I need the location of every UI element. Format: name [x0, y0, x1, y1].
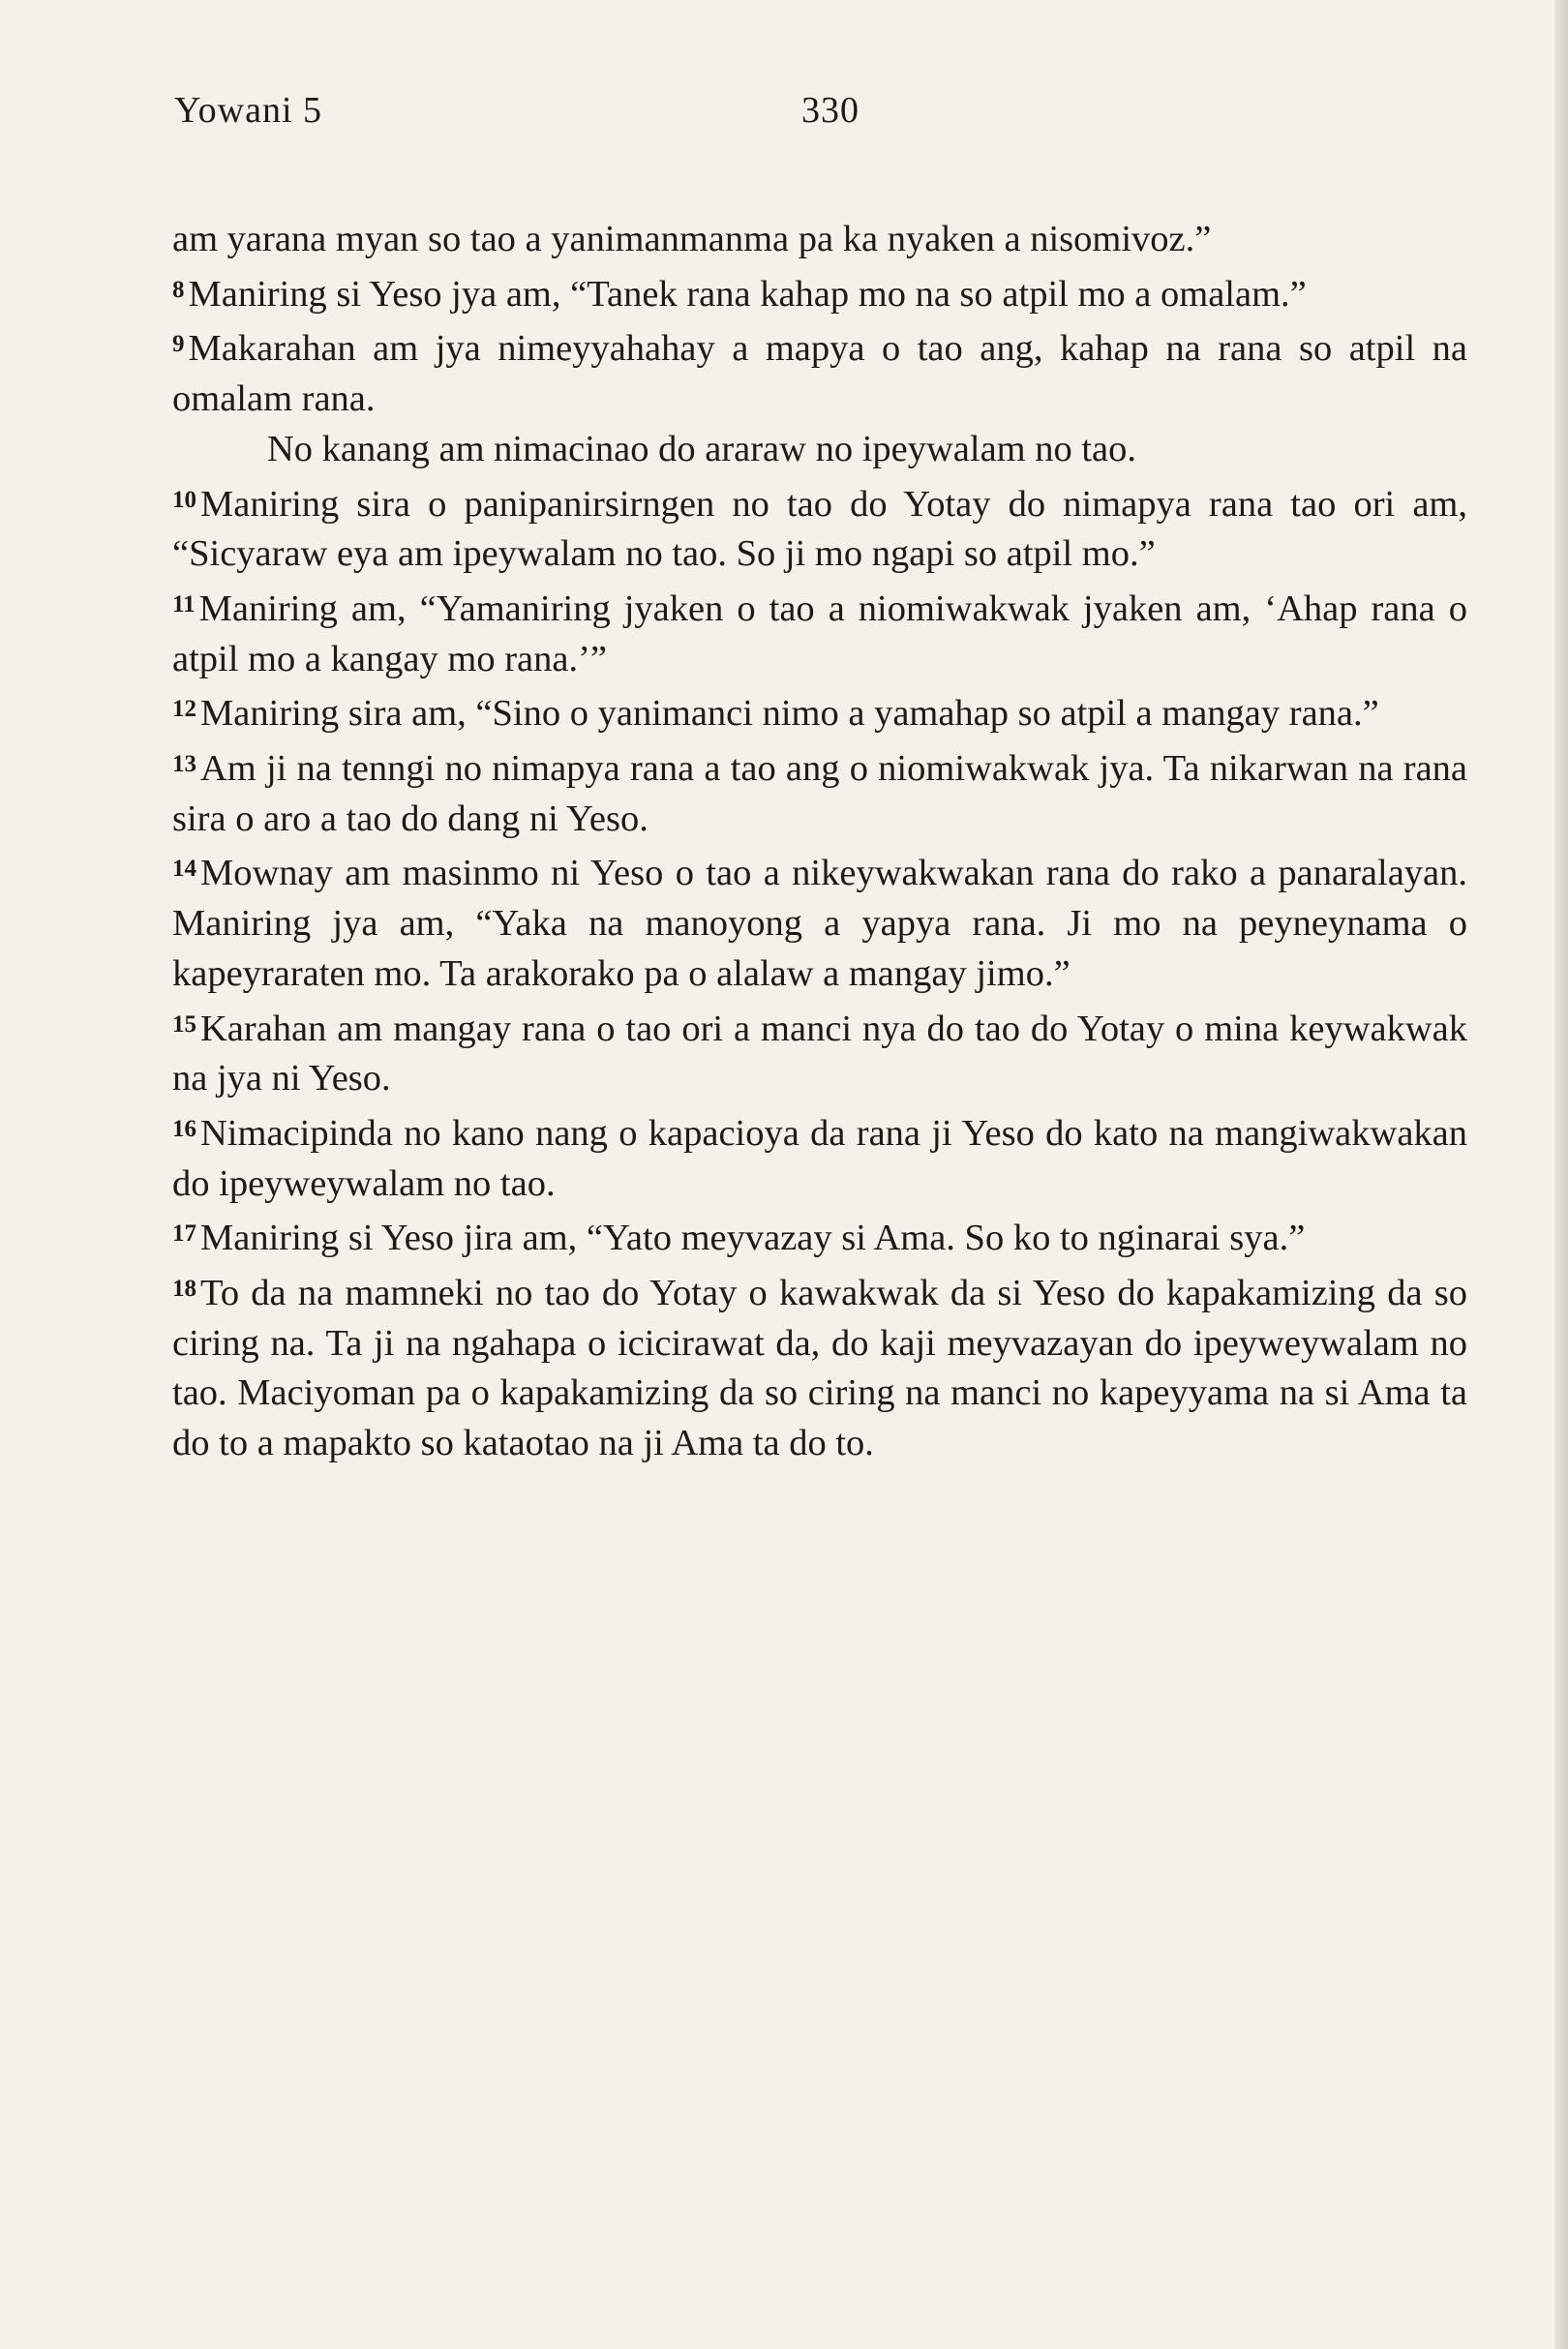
verse-text: Maniring si Yeso jira am, “Yato meyvazay si Ama. So ko to nginarai sya.” — [200, 1218, 1306, 1259]
verse-text: Maniring sira o panipanirsirngen no tao do Yotay do nimapya rana tao ori am, “Sicyaraw eya am ipeywalam no tao. So ji mo ngapi so atpil mo.” — [172, 483, 1467, 575]
verse-paragraph — [172, 1000, 1467, 1104]
verse-number: 17 — [172, 1220, 196, 1248]
verse-paragraph — [172, 739, 1467, 844]
book-chapter-title: Yowani 5 — [174, 90, 323, 131]
verse-text: Maniring sira am, “Sino o yanimanci nimo a yamahap so atpil a mangay rana.” — [200, 693, 1379, 735]
verse-paragraph — [172, 844, 1467, 999]
verse-number: 8 — [172, 276, 185, 303]
verse-paragraph — [172, 215, 1467, 265]
verse-number: 9 — [172, 331, 185, 358]
verse-paragraph — [172, 1104, 1467, 1209]
verse-number: 10 — [172, 486, 196, 513]
verse-paragraph — [172, 425, 1467, 475]
verse-paragraph — [172, 475, 1467, 580]
scripture-text — [172, 215, 1467, 1469]
verse-text: Nimacipinda no kano nang o kapacioya da rana ji Yeso do kato na mangiwakwakan do ipeyweywalam no tao. — [172, 1112, 1467, 1204]
verse-text: No kanang am nimacinao do araraw no ipeywalam no tao. — [267, 428, 1137, 469]
verse-number: 16 — [172, 1115, 196, 1142]
verse-number: 15 — [172, 1010, 196, 1038]
verse-text: Mownay am masinmo ni Yeso o tao a nikeywakwakan rana do rako a panaralayan. Maniring jya am, “Yaka na manoyong a yapya rana. Ji mo na peyneynama o kapeyraraten mo. Ta arakorako pa o alalaw a mangay jimo.” — [172, 853, 1467, 994]
verse-text: To da na mamneki no tao do Yotay o kawakwak da si Yeso do kapakamizing da so ciring na. Ta ji na ngahapa o icicirawat da, do kaji meyvazayan do ipeyweywalam no tao. Maciyoman pa o kapakamizing da so ciring na manci no kapeyyama na si Ama ta do to a mapakto so kataotao na ji Ama ta do to. — [172, 1273, 1467, 1464]
page-number: 330 — [801, 90, 859, 131]
verse-paragraph — [172, 319, 1467, 424]
verse-number: 12 — [172, 696, 196, 723]
page-edge — [1554, 0, 1568, 2349]
verse-paragraph — [172, 265, 1467, 320]
verse-paragraph — [172, 580, 1467, 684]
verse-text: Maniring si Yeso jya am, “Tanek rana kahap mo na so atpil mo a omalam.” — [188, 273, 1307, 315]
running-header — [174, 89, 1462, 147]
verse-text: Makarahan am jya nimeyyahahay a mapya o tao ang, kahap na rana so atpil na omalam rana. — [172, 328, 1467, 420]
verse-paragraph — [172, 684, 1467, 739]
verse-paragraph — [172, 1209, 1467, 1264]
verse-number: 13 — [172, 751, 196, 778]
verse-text: Am ji na tenngi no nimapya rana a tao ang o niomiwakwak jya. Ta nikarwan na rana sira o aro a tao do dang ni Yeso. — [172, 748, 1467, 839]
verse-text: Maniring am, “Yamaniring jyaken o tao a niomiwakwak jyaken am, ‘Ahap rana o atpil mo a kangay mo rana.’” — [172, 587, 1467, 679]
verse-text: Karahan am mangay rana o tao ori a manci nya do tao do Yotay o mina keywakwak na jya ni Yeso. — [172, 1008, 1467, 1099]
verse-text: am yarana myan so tao a yanimanmanma pa ka nyaken a nisomivoz.” — [172, 219, 1212, 259]
verse-number: 11 — [172, 590, 196, 617]
verse-number: 18 — [172, 1276, 196, 1303]
verse-number: 14 — [172, 856, 196, 883]
verse-paragraph — [172, 1264, 1467, 1469]
